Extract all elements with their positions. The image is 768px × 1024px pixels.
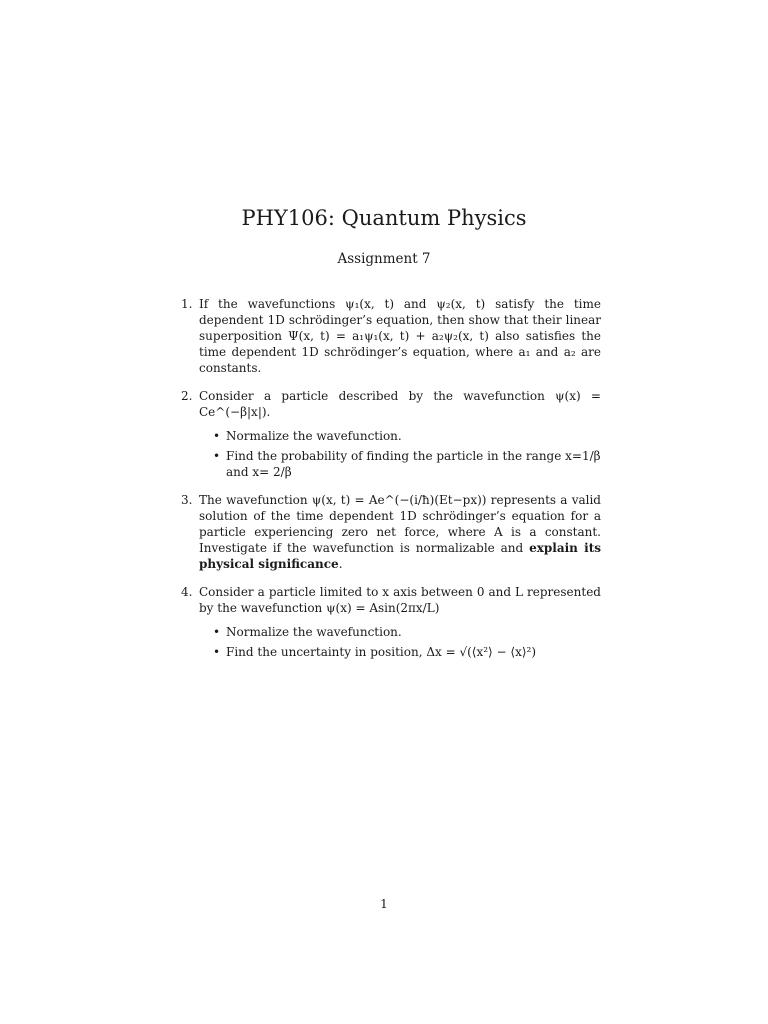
- list-item: [199, 448, 601, 480]
- problem-text: Consider a particle described by the wavefunction ψ(x) = Ce^(−β|x|).: [199, 389, 601, 419]
- bullet-list: [199, 624, 601, 660]
- problem-number: 2.: [181, 389, 193, 403]
- problem-number: 4.: [181, 585, 193, 599]
- problem-1: [181, 296, 601, 376]
- problem-list: [181, 296, 601, 672]
- page-number: 1: [380, 897, 388, 911]
- problem-text: Consider a particle limited to x axis between 0 and L represented by the wavefunction ψ(x) = Asin(2πx/L): [199, 585, 601, 615]
- list-item: [199, 644, 601, 660]
- problem-3: [181, 492, 601, 572]
- problem-text: If the wavefunctions ψ₁(x, t) and ψ₂(x, t) satisfy the time dependent 1D schrödinger’s equation, then show that their linear superposition Ψ(x, t) = a₁ψ₁(x, t) + a₂ψ₂(x, t) also satisfies the time dependent 1D schrödinger’s equation, where a₁ and a₂ are constants.: [199, 297, 601, 375]
- bullet-icon: •: [213, 449, 221, 463]
- emphasis-text: explain its physical significance: [199, 541, 601, 571]
- page-title: PHY106: Quantum Physics: [241, 206, 527, 230]
- bullet-text: Normalize the wavefunction.: [226, 625, 402, 639]
- bullet-icon: •: [213, 429, 221, 443]
- problem-text: The wavefunction ψ(x, t) = Ae^(−(i/ħ)(Et−px)) represents a valid solution of the time dependent 1D schrödinger’s equation for a particle experiencing zero net force, where A is a constant. Investigate if the wavefunction is normalizable and: [199, 493, 601, 555]
- bullet-icon: •: [213, 645, 221, 659]
- problem-4: [181, 584, 601, 660]
- problem-2: [181, 388, 601, 480]
- list-item: [199, 428, 601, 444]
- bullet-text: Normalize the wavefunction.: [226, 429, 402, 443]
- bullet-list: [199, 428, 601, 480]
- bullet-text: Find the uncertainty in position, Δx = √(⟨x²⟩ − ⟨x⟩²): [226, 645, 537, 659]
- assignment-subtitle: Assignment 7: [337, 251, 431, 267]
- bullet-text: Find the probability of finding the particle in the range x=1/β and x= 2/β: [226, 449, 601, 479]
- problem-number: 3.: [181, 493, 193, 507]
- bullet-icon: •: [213, 625, 221, 639]
- list-item: [199, 624, 601, 640]
- problem-number: 1.: [181, 297, 193, 311]
- problem-text-end: .: [338, 557, 343, 571]
